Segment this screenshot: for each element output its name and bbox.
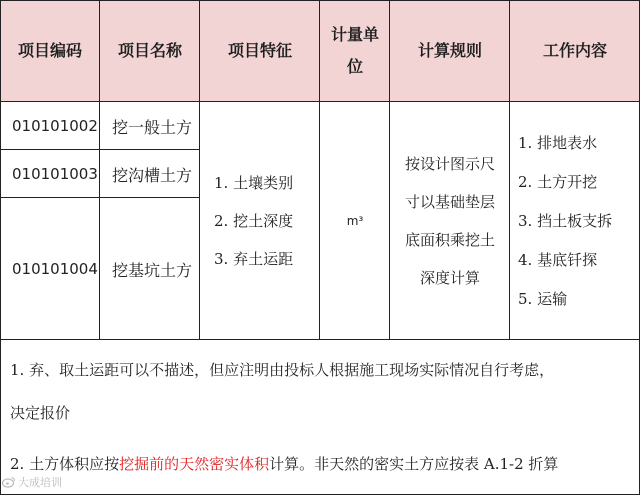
header-work: 工作内容	[510, 0, 640, 102]
work-list	[510, 102, 640, 340]
unit-cell: m³	[346, 214, 364, 228]
row-name-2: 挖沟槽土方	[112, 165, 193, 185]
feature-item: 2. 挖土深度	[214, 212, 294, 230]
feature-item: 3. 弃土运距	[214, 250, 294, 268]
row-name-3: 挖基坑土方	[112, 260, 193, 280]
row-name-1: 挖一般土方	[112, 117, 193, 137]
work-item: 1. 排地表水	[518, 133, 598, 152]
highlight-text: 挖掘前的天然密实体积	[119, 455, 270, 473]
row-code-1: 010101002	[12, 117, 98, 135]
work-item: 3. 挡土板支拆	[518, 211, 613, 230]
row-code-3: 010101004	[12, 260, 98, 278]
work-item: 5. 运输	[518, 289, 568, 308]
watermark: 大成培训	[2, 474, 62, 490]
work-item: 2. 土方开挖	[518, 172, 598, 191]
weibo-logo-icon	[2, 476, 16, 488]
note-1-line-1: 1. 弃、取土运距可以不描述，但应注明由投标人根据施工现场实际情况自行考虑，	[10, 361, 555, 379]
header-unit: 计量单 位	[320, 0, 390, 102]
feature-item: 1. 土壤类别	[214, 174, 294, 192]
header-rule: 计算规则	[390, 0, 510, 102]
feature-list	[200, 102, 320, 340]
row-code-2: 010101003	[12, 165, 98, 183]
note-1-line-2: 决定报价	[10, 404, 71, 422]
header-code: 项目编码	[0, 0, 100, 102]
header-name: 项目名称	[100, 0, 200, 102]
note-2: 2. 土方体积应按挖掘前的天然密实体积计算。非天然的密实土方应按表 A.1-2 折算	[10, 455, 559, 473]
header-feature: 项目特征	[200, 0, 320, 102]
work-item: 4. 基底钎探	[518, 250, 598, 269]
rule-text: 按设计图示尺 寸以基础垫层 底面积乘挖土 深度计算	[404, 155, 495, 287]
